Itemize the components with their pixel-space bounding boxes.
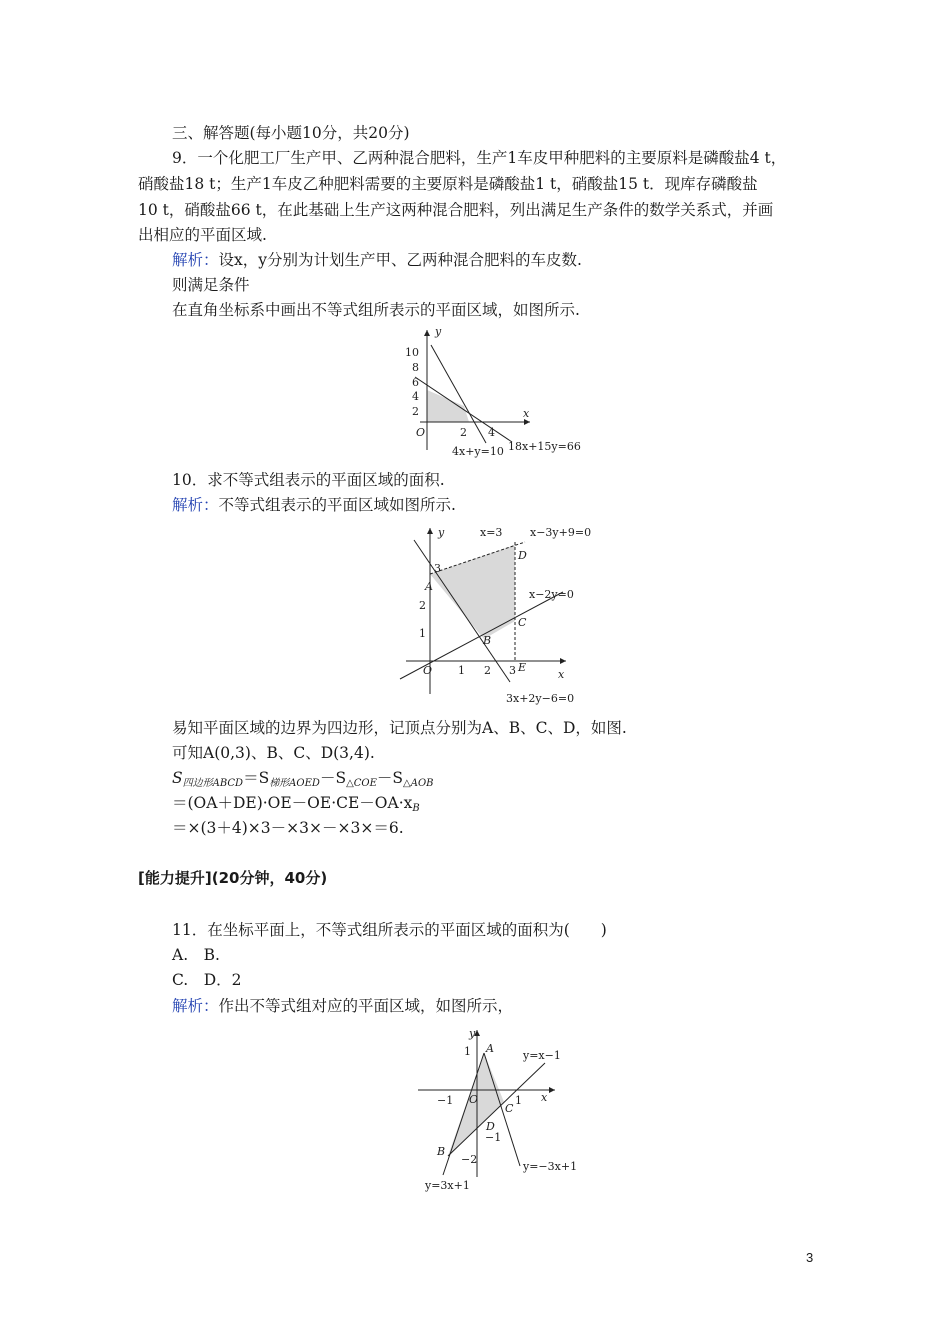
svg-text:D: D [518,549,527,562]
y-axis-label: y [435,325,442,338]
svg-text:D: D [486,1120,495,1133]
svg-text:O: O [423,664,433,677]
q10-text-1: 易知平面区域的边界为四边形，记顶点分别为A、B、C、D，如图. [172,719,627,737]
q10-area-step: $=(OA+DE)\cdot OE-OE\cdot CE-OA\cdot x_B$ [172,794,420,814]
q9-draw: 在直角坐标系中画出不等式组所表示的平面区域，如图所示. [172,301,580,319]
svg-text:2: 2 [484,664,491,677]
figure-q9 [400,325,580,460]
svg-text:1: 1 [515,1094,522,1107]
q10-line-1: 10．求不等式组表示的平面区域的面积. [172,471,445,489]
svg-text:2: 2 [419,599,426,612]
svg-text:x: x [541,1091,548,1104]
solution-label: 解析： [172,251,219,269]
svg-text:1: 1 [458,664,465,677]
label-4x-y-10: 4x+y=10 [452,445,504,458]
label-18x-15y-66: 18x+15y=66 [508,440,581,453]
svg-text:O: O [469,1093,479,1106]
q9-line-1: 9．一个化肥工厂生产甲、乙两种混合肥料，生产1车皮甲种肥料的主要原料是磷酸盐4 t， [172,149,787,167]
q9-solution [172,250,582,270]
q11-solution [172,996,513,1016]
svg-text:10: 10 [405,346,419,359]
figure-q11 [415,1025,590,1195]
line-4x-y-10 [431,345,486,443]
svg-text:y: y [469,1027,476,1040]
q10-area-result: ＝×(3＋4)×3－×3×－×3×＝6. [172,819,404,837]
svg-text:3: 3 [434,562,441,575]
q11-options-ab: A. B. [172,946,220,964]
svg-text:C: C [518,616,527,629]
svg-text:A: A [425,580,433,593]
svg-text:x: x [558,668,565,681]
svg-text:y: y [438,526,445,539]
svg-text:1: 1 [464,1045,471,1058]
svg-text:4: 4 [412,390,419,403]
svg-text:−1: −1 [437,1094,454,1107]
q9-condition: 则满足条件 [172,276,250,294]
q11-line-1: 11．在坐标平面上，不等式组所表示的平面区域的面积为( ) [172,921,607,939]
svg-text:4: 4 [488,426,495,439]
svg-text:E: E [518,661,527,674]
q11-options-cd: C. D．2 [172,971,242,989]
solution-text: 设x，y分别为计划生产甲、乙两种混合肥料的车皮数. [218,251,582,269]
svg-text:6: 6 [412,376,419,389]
ability-heading: [能力提升](20分钟，40分) [138,869,328,887]
svg-text:x−2y=0: x−2y=0 [529,588,574,601]
svg-text:1: 1 [419,627,426,640]
solution-text: 作出不等式组对应的平面区域，如图所示， [218,997,514,1015]
svg-text:8: 8 [412,361,419,374]
svg-text:2: 2 [460,426,467,439]
q9-line-4: 出相应的平面区域. [138,226,267,244]
solution-text: 不等式组表示的平面区域如图所示. [218,496,456,514]
solution-label: 解析： [172,496,219,514]
q9-line-3: 10 t，硝酸盐66 t，在此基础上生产这两种混合肥料，列出满足生产条件的数学关系式，并画 [138,201,774,219]
svg-text:−1: −1 [485,1131,502,1144]
q10-solution [172,495,456,515]
solution-label: 解析： [172,997,219,1015]
svg-text:B: B [483,634,492,647]
page-number: 3 [806,1250,814,1265]
svg-text:y=3x+1: y=3x+1 [425,1179,470,1192]
svg-text:B: B [437,1145,446,1158]
origin-label: O [416,426,426,439]
svg-text:y=x−1: y=x−1 [523,1049,561,1062]
svg-text:3x+2y−6=0: 3x+2y−6=0 [506,692,575,705]
x-axis-label: x [523,407,530,420]
svg-text:x−3y+9=0: x−3y+9=0 [530,526,592,539]
svg-text:−2: −2 [461,1153,478,1166]
q10-area-formula: $S_{四边形ABCD}=S_{梯形AOED}-S_{\triangle COE}-S_{\triangle AOB}$ [172,769,434,789]
svg-text:2: 2 [412,405,419,418]
svg-text:y=−3x+1: y=−3x+1 [523,1160,578,1173]
q10-text-2: 可知A(0,3)、B、C、D(3,4). [172,744,375,762]
section-heading: 三、解答题(每小题10分，共20分) [172,124,410,142]
feasible-region [427,390,469,422]
svg-text:3: 3 [509,664,516,677]
figure-q10 [398,522,598,707]
svg-text:C: C [505,1102,514,1115]
svg-text:A: A [486,1042,494,1055]
svg-text:x=3: x=3 [480,526,503,539]
q9-line-2: 硝酸盐18 t；生产1车皮乙种肥料需要的主要原料是磷酸盐1 t，硝酸盐15 t．现库存磷酸盐 [138,175,758,193]
